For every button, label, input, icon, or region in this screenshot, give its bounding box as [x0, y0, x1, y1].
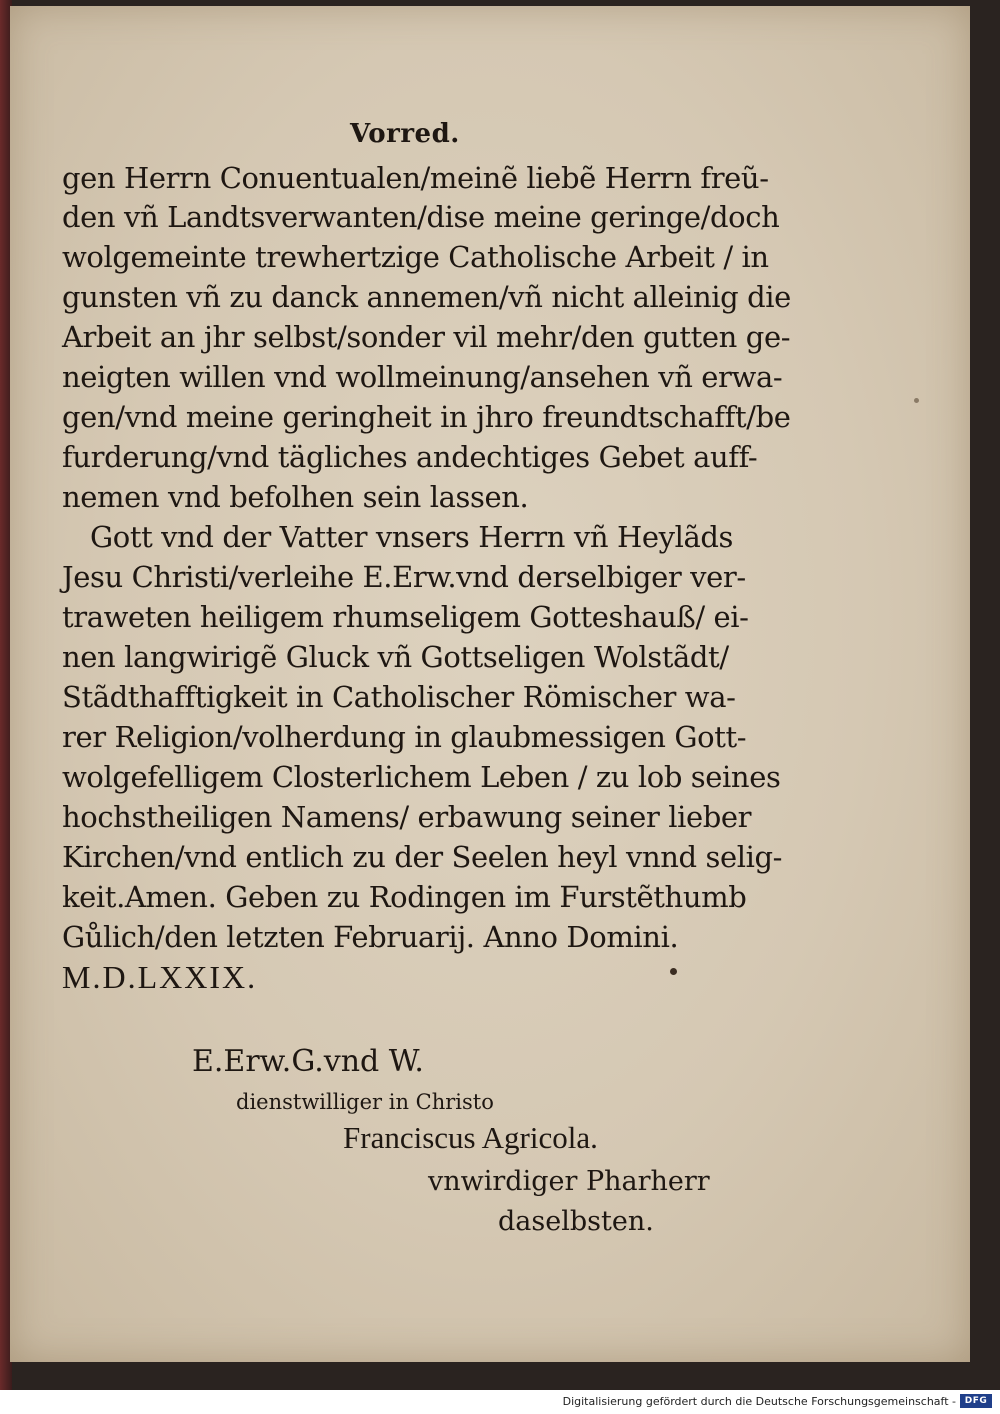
funding-credit: Digitalisierung gefördert durch die Deutsche Forschungsgemeinschaft - — [562, 1395, 956, 1408]
text-line: wolgemeinte trewhertzige Catholische Arbeit / in — [62, 240, 769, 274]
text-line: gen Herrn Conuentualen/meinẽ liebẽ Herrn freũ- — [62, 161, 769, 195]
ink-spot — [914, 398, 919, 403]
text-line: traweten heiligem rhumseligem Gotteshauß/ ei- — [62, 600, 749, 634]
running-head: Vorred. — [350, 119, 460, 149]
text-line: Arbeit an jhr selbst/sonder vil mehr/den gutten ge- — [62, 320, 791, 354]
text-line: nen langwirigẽ Gluck vñ Gottseligen Wolstãdt/ — [62, 640, 729, 674]
closing-salutation: E.Erw.G.vnd W. — [192, 1044, 424, 1079]
text-line: Stãdthafftigkeit in Catholischer Römischer wa- — [62, 680, 736, 714]
text-line: gen/vnd meine geringheit in jhro freundtschafft/be — [62, 400, 791, 434]
signature-place: daselbsten. — [498, 1206, 654, 1237]
text-line: den vñ Landtsverwanten/dise meine geringe/doch — [62, 200, 780, 234]
text-line: nemen vnd befolhen sein lassen. — [62, 480, 529, 514]
page-text — [10, 6, 970, 1362]
text-line: wolgefelligem Closterlichem Leben / zu lob seines — [62, 760, 781, 794]
text-line: rer Religion/volherdung in glaubmessigen Gott- — [62, 720, 747, 754]
book-page — [10, 6, 970, 1362]
text-line: keit.Amen. Geben zu Rodingen im Furstẽthumb — [62, 880, 747, 914]
closing-servant: dienstwilliger in Christo — [236, 1090, 494, 1114]
signature-name: Franciscus Agricola. — [343, 1120, 598, 1155]
text-line: Gůlich/den letzten Februarij. Anno Domini. — [62, 920, 679, 954]
dfg-logo: DFG — [960, 1394, 992, 1408]
footer-bar — [0, 1390, 1000, 1414]
text-line: Kirchen/vnd entlich zu der Seelen heyl vnnd selig- — [62, 840, 783, 874]
signature-title: vnwirdiger Pharherr — [428, 1166, 710, 1197]
text-line: gunsten vñ zu danck annemen/vñ nicht alleinig die — [62, 280, 791, 314]
date-line: M.D.LXXIX. — [62, 959, 258, 995]
text-line: Jesu Christi/verleihe E.Erw.vnd derselbiger ver- — [62, 560, 746, 594]
text-line: furderung/vnd tägliches andechtiges Gebet auff- — [62, 440, 758, 474]
text-line: Gott vnd der Vatter vnsers Herrn vñ Heylãds — [90, 520, 733, 554]
text-line: hochstheiligen Namens/ erbawung seiner lieber — [62, 800, 752, 834]
text-line: neigten willen vnd wollmeinung/ansehen vñ erwa- — [62, 360, 783, 394]
ink-spot — [670, 968, 677, 975]
